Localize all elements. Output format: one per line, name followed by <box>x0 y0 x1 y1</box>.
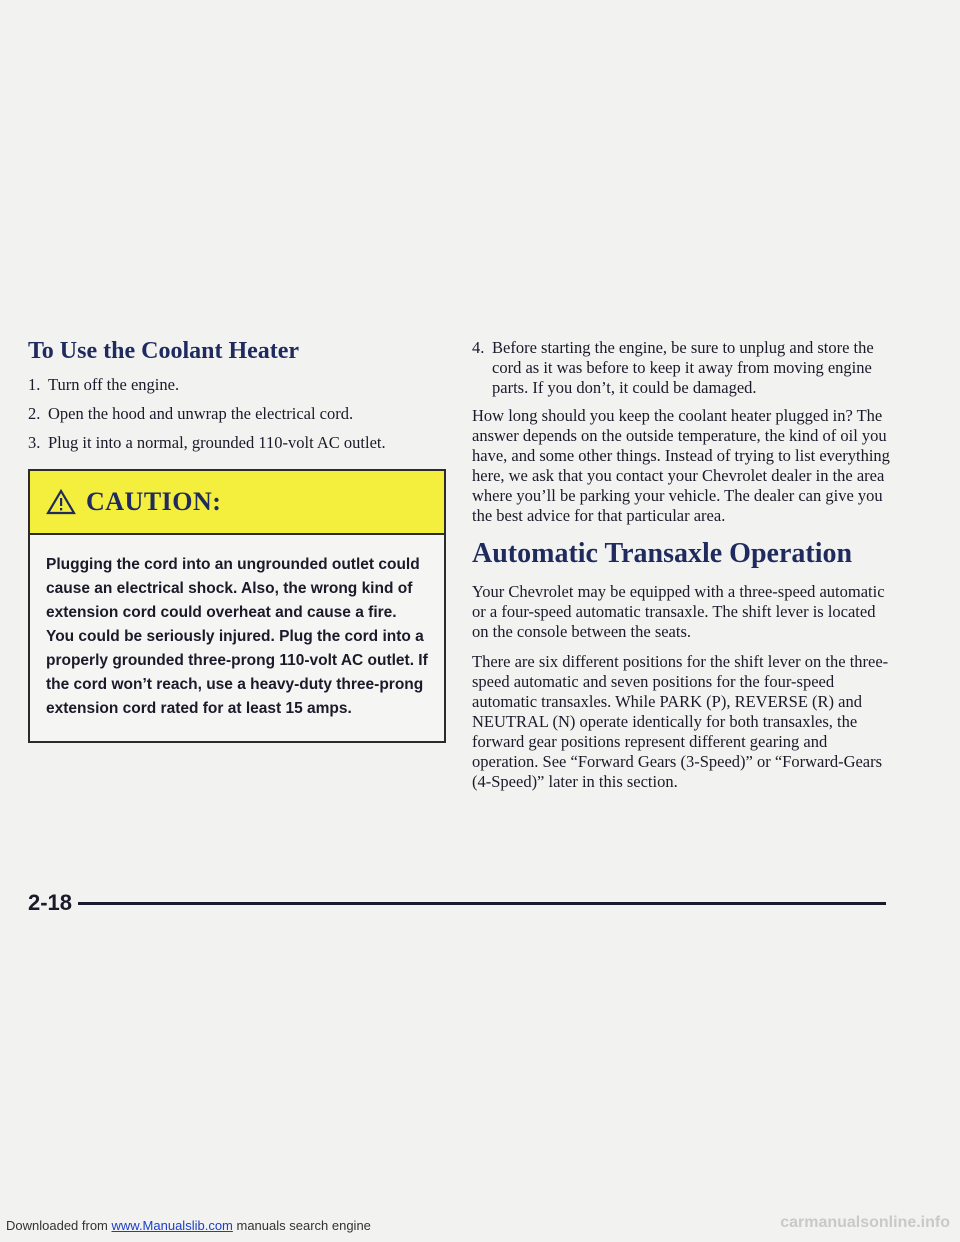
caution-title: CAUTION: <box>86 487 222 516</box>
page-footer <box>28 888 886 918</box>
step-text: Plug it into a normal, grounded 110-volt AC outlet. <box>48 433 386 452</box>
step-text: Before starting the engine, be sure to unplug and store the cord as it was before to keep it away from moving engine parts. If you don’t, it could be damaged. <box>492 338 874 397</box>
step-number: 2. <box>28 404 41 423</box>
list-item <box>472 338 892 398</box>
caution-text: Plugging the cord into an ungrounded outlet could cause an electrical shock. Also, the wrong kind of extension cord could overheat and cause a fire. You could be seriously injured. Plug the cord into a properly grounded three-prong 110-volt AC outlet. If the cord won’t reach, use a heavy-duty three-prong extension cord rated for at least 15 amps. <box>46 556 428 717</box>
page-number: 2-18 <box>28 890 73 915</box>
download-banner <box>6 1218 371 1233</box>
paragraph-plug-duration: How long should you keep the coolant heater plugged in? The answer depends on the outside temperature, the kind of oil you have, and some other things. Instead of trying to list everything here, we ask that you contact your Chevrolet dealer in the area where you’ll be parking your vehicle. The dealer can give you the best advice for that particular area. <box>472 406 890 525</box>
step-number: 1. <box>28 375 41 394</box>
coolant-steps-continued <box>472 338 892 398</box>
step-text: Open the hood and unwrap the electrical cord. <box>48 404 354 423</box>
right-column <box>472 338 892 802</box>
caution-box <box>28 469 446 743</box>
banner-suffix: manuals search engine <box>232 1218 371 1233</box>
paragraph-transaxle-intro: Your Chevrolet may be equipped with a three-speed automatic or a four-speed automatic transaxle. The shift lever is located on the console between the seats. <box>472 582 885 641</box>
paragraph-shift-positions: There are six different positions for the shift lever on the three-speed automatic and seven positions for the four-speed automatic transaxles. While PARK (P), REVERSE (R) and NEUTRAL (N) operate identically for both transaxles, the forward gear positions represent different gearing and operation. See “Forward Gears (3-Speed)” or “Forward-Gears (4-Speed)” later in this section. <box>472 652 889 791</box>
manualslib-link[interactable]: www.Manualslib.com <box>111 1218 233 1233</box>
footer-rule <box>78 902 886 905</box>
list-item <box>28 375 443 395</box>
step-text: Turn off the engine. <box>48 375 180 394</box>
banner-prefix: Downloaded from <box>6 1218 112 1233</box>
step-number: 3. <box>28 433 41 452</box>
section-heading-coolant-heater: To Use the Coolant Heater <box>28 338 300 364</box>
step-number: 4. <box>472 338 485 357</box>
list-item <box>28 404 443 424</box>
section-heading-transaxle: Automatic Transaxle Operation <box>472 538 853 569</box>
caution-header <box>30 471 444 535</box>
list-item <box>28 433 443 453</box>
site-watermark: carmanualsonline.info <box>780 1214 950 1231</box>
warning-triangle-icon <box>46 489 76 515</box>
left-column <box>28 338 443 743</box>
coolant-steps-list <box>28 375 443 453</box>
